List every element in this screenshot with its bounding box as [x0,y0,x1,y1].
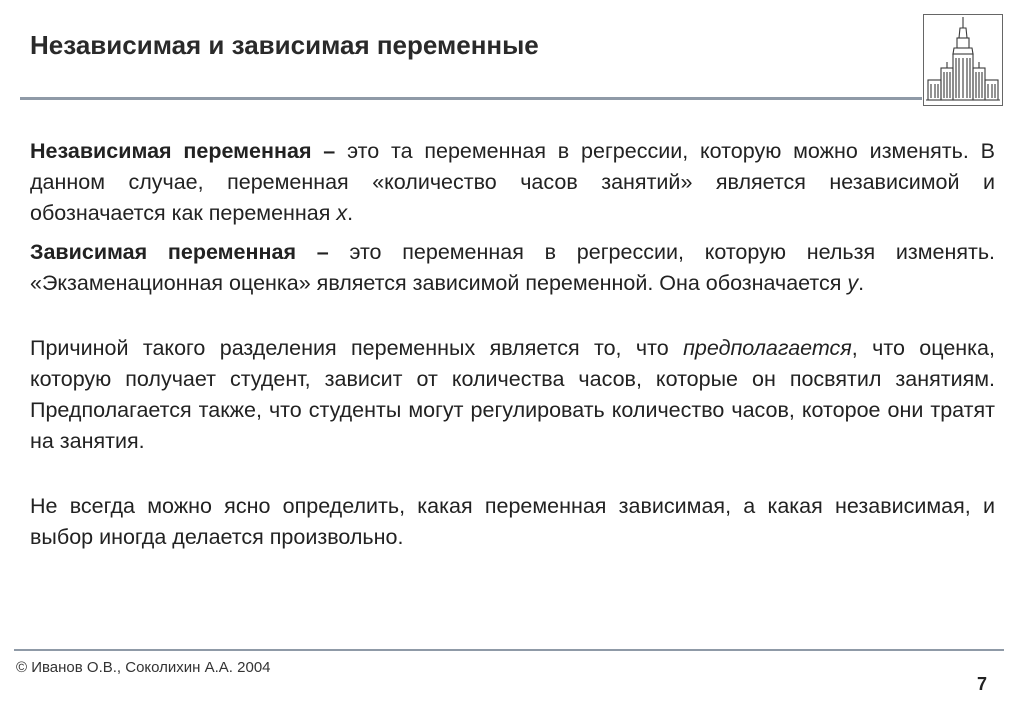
paragraph-reason [30,333,995,457]
sentence-end: . [347,201,354,225]
paragraph-independent-variable [30,136,995,229]
copyright-text: © Иванов О.В., Соколихин А.А. 2004 [16,659,271,676]
paragraph-text: это та переменная в регрессии, которую можно изменять. В данном случае, переменная «количество часов занятий» является независимой и обозначается как переменная [30,139,995,225]
slide-body [30,136,995,553]
paragraph-text: это переменная в регрессии, которую нельзя изменять. «Экзаменационная оценка» является зависимой переменной. Она обозначается [30,240,995,295]
title-divider [20,97,922,100]
footer-divider [14,649,1004,651]
emphasis-assumed: предполагается [683,336,852,360]
variable-y: y [847,271,859,295]
slide-title: Независимая и зависимая переменные [30,30,539,60]
paragraph-text: Не всегда можно ясно определить, какая переменная зависимая, а какая независимая, и выбор иногда делается произвольно. [30,494,995,549]
variable-x: x [336,201,348,225]
page-number: 7 [976,674,987,694]
paragraph-dependent-variable [30,237,995,299]
paragraph-note [30,491,995,553]
university-building-icon [923,14,1003,106]
paragraph-text: , что оценка, которую получает студент, зависит от количества часов, которые он посвятил занятиям. Предполагается также, что студенты могут регулировать количество часов, которое они тратят на занятия. [30,336,995,453]
term-dependent: Зависимая переменная – [30,240,329,264]
term-independent: Независимая переменная – [30,139,336,163]
paragraph-text: Причиной такого разделения переменных является то, что [30,336,684,360]
sentence-end: . [858,271,865,295]
